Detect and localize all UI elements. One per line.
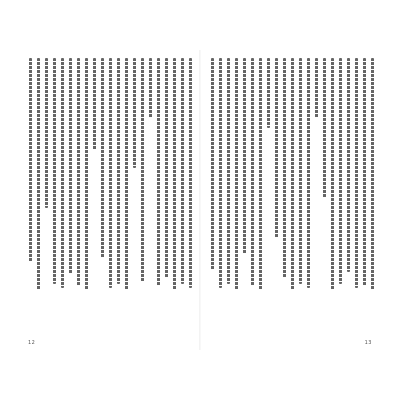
text-column <box>93 58 96 150</box>
text-column <box>141 58 144 282</box>
text-column <box>331 58 334 290</box>
spine-gutter <box>199 50 201 350</box>
text-column <box>291 58 294 290</box>
text-column <box>117 58 120 284</box>
text-column <box>101 58 104 258</box>
text-column <box>133 58 136 168</box>
text-column <box>371 58 374 290</box>
text-column <box>189 58 192 288</box>
text-column <box>45 58 48 208</box>
text-column <box>339 58 342 284</box>
text-column <box>283 58 286 278</box>
left-page-number: 12 <box>28 340 36 346</box>
text-column <box>307 58 310 288</box>
text-column <box>211 58 214 270</box>
text-column <box>125 58 128 290</box>
text-column <box>235 58 238 290</box>
text-column <box>85 58 88 290</box>
text-column <box>29 58 32 262</box>
text-column <box>37 58 40 290</box>
text-column <box>355 58 358 288</box>
text-column <box>157 58 160 286</box>
text-column <box>69 58 72 274</box>
text-column <box>61 58 64 288</box>
text-column <box>77 58 80 286</box>
right-page-number: 13 <box>364 340 372 346</box>
text-column <box>315 58 318 118</box>
text-column <box>259 58 262 290</box>
text-column <box>299 58 302 284</box>
text-column <box>227 58 230 284</box>
text-column <box>181 58 184 284</box>
text-column <box>53 58 56 284</box>
text-column <box>109 58 112 288</box>
text-column <box>275 58 278 238</box>
left-page <box>20 50 198 350</box>
right-page <box>202 50 380 350</box>
text-column <box>347 58 350 272</box>
text-column <box>243 58 246 254</box>
text-column <box>267 58 270 128</box>
text-column <box>363 58 366 286</box>
text-column <box>173 58 176 290</box>
text-column <box>251 58 254 286</box>
text-column <box>149 58 152 118</box>
text-column <box>165 58 168 278</box>
text-column <box>323 58 326 198</box>
text-column <box>219 58 222 288</box>
